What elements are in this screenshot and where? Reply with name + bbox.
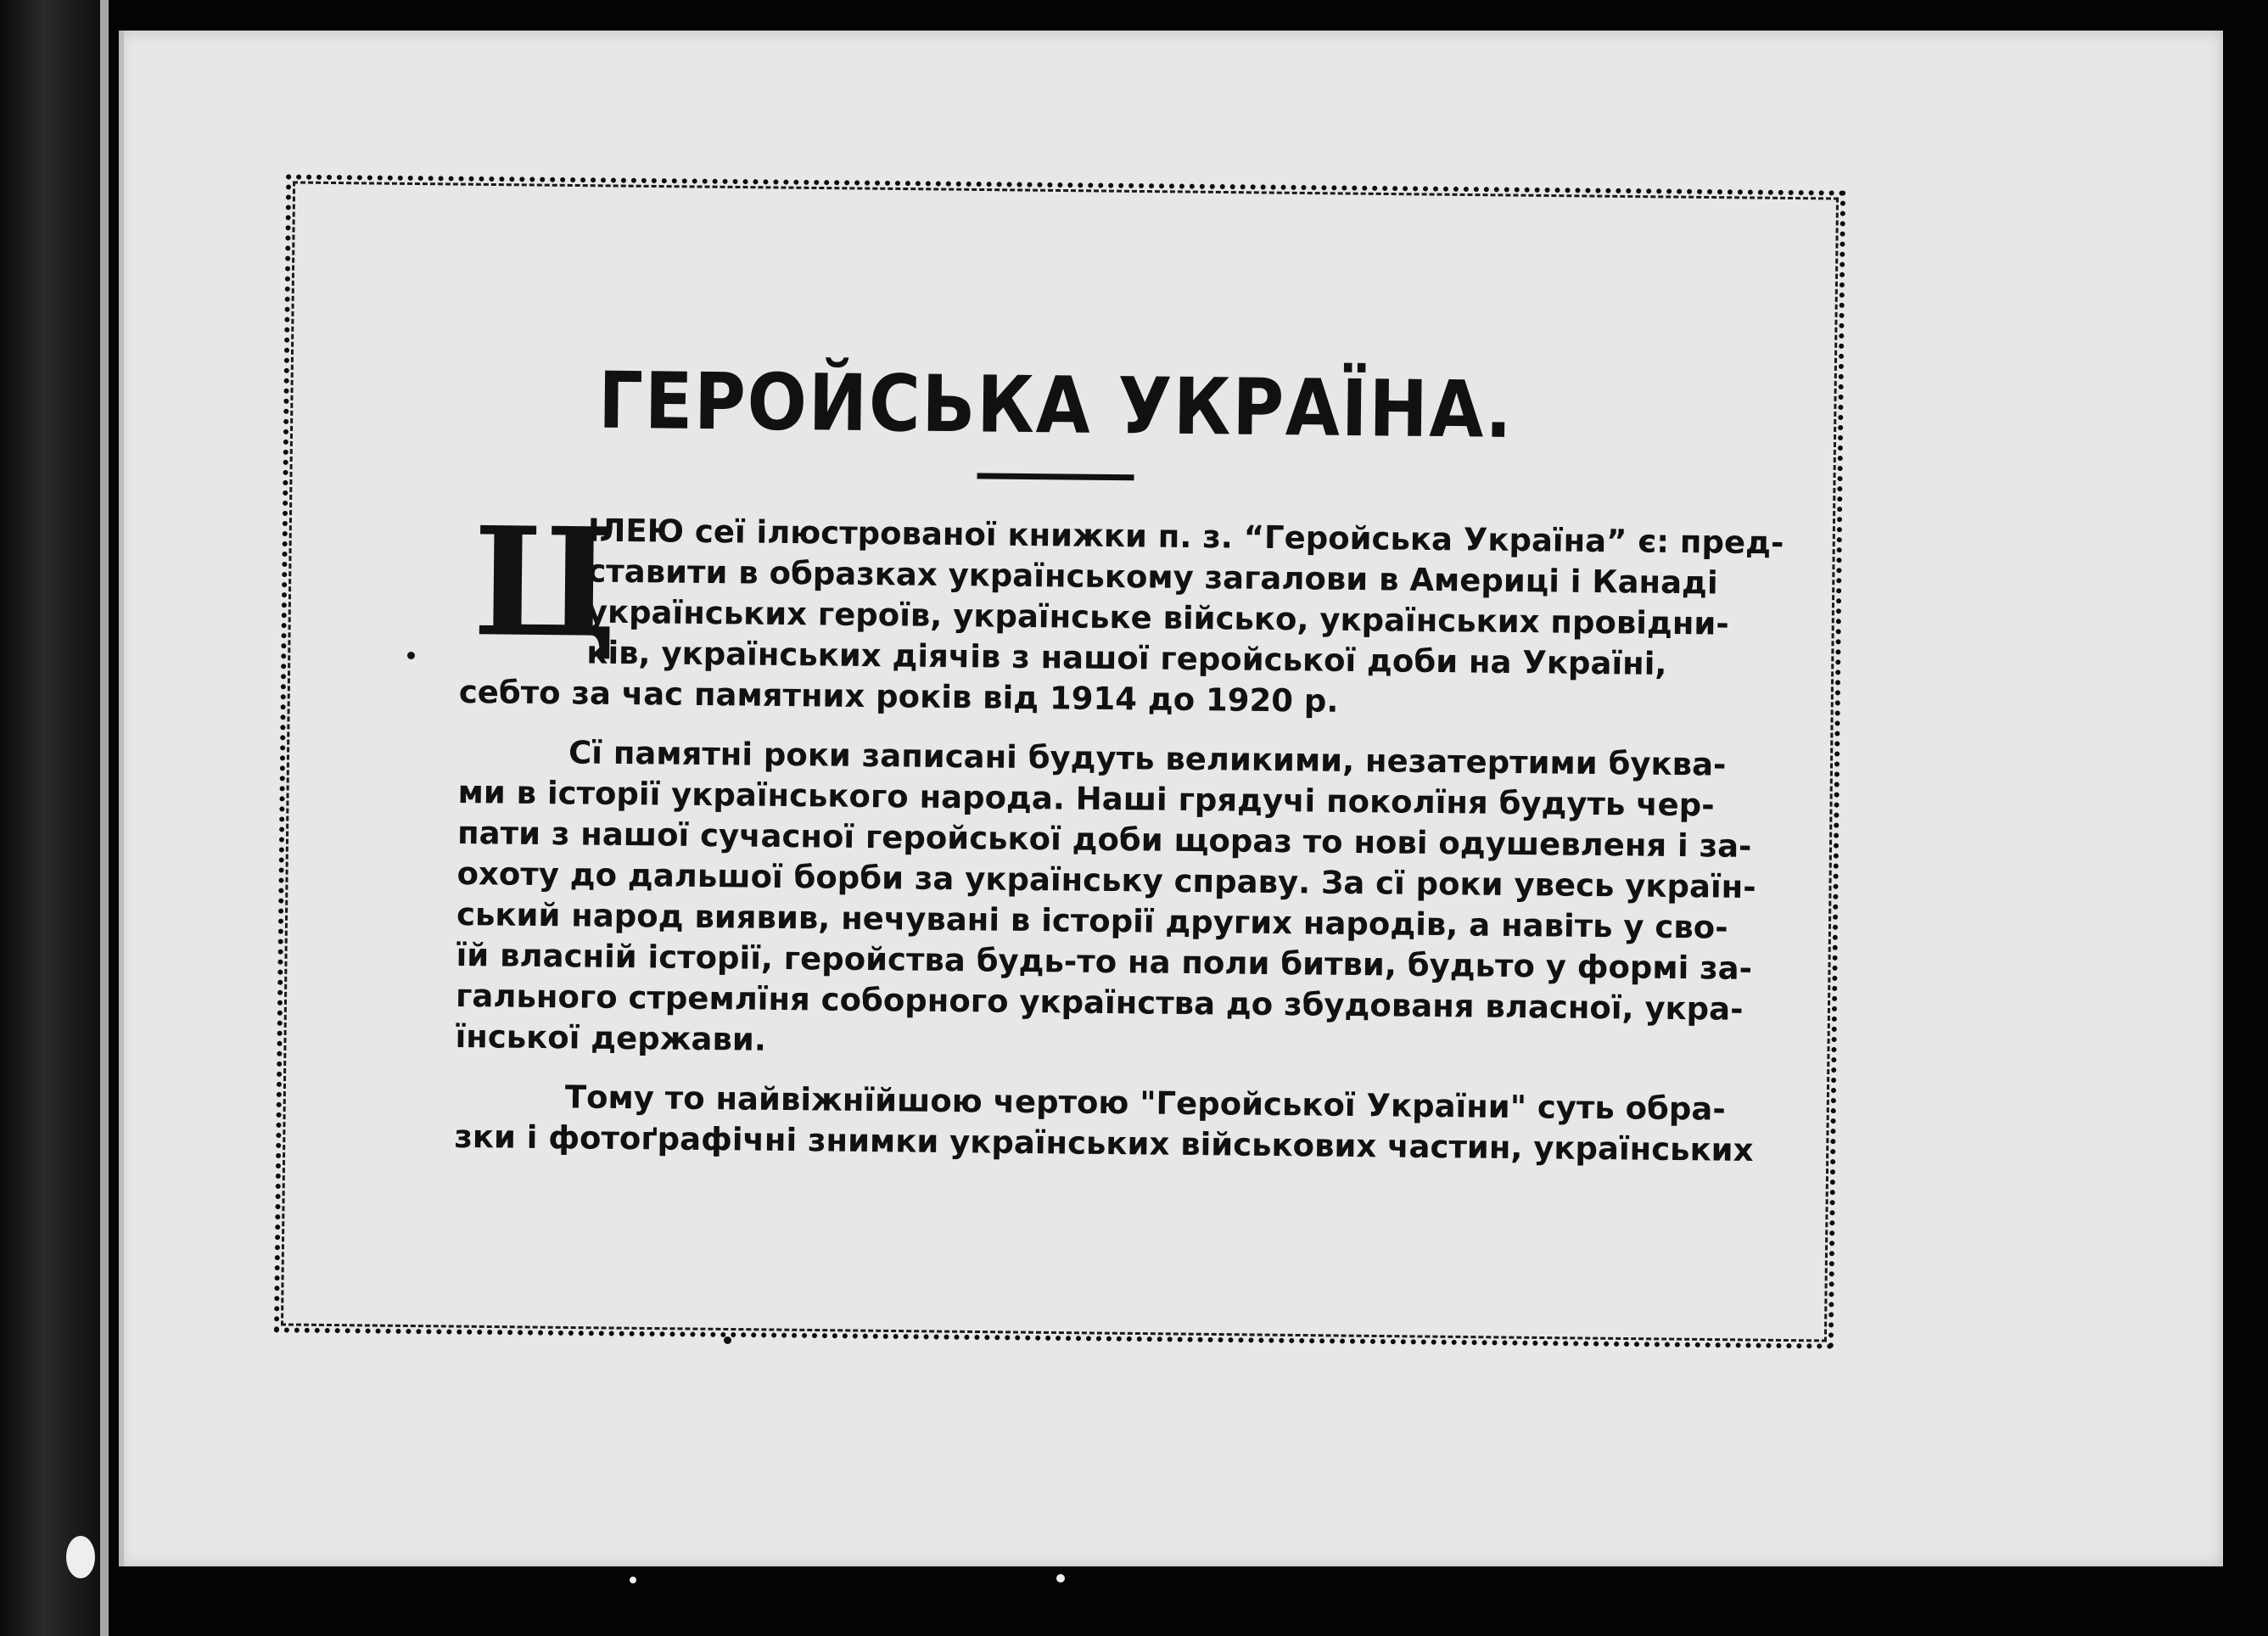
- scan-artifact: [630, 1577, 636, 1583]
- paragraph-line: ми в історії українського народа. Наші грядучі поколїня будуть чер-: [457, 774, 1715, 824]
- page-content: [454, 355, 1784, 1170]
- paragraph-line: зки і фотоґрафічні знимки українських військових частин, українських: [454, 1118, 1754, 1169]
- paragraph-line: їй власній історії, геройства будь-то на поли битви, будьто у формі за-: [456, 937, 1753, 988]
- paragraph-line: ків, українських діячів з нашої геройської доби на Україні,: [586, 634, 1667, 683]
- title-underline: [977, 473, 1134, 481]
- paragraph-line: гального стремлїня соборного українства до збудованя власної, укра-: [455, 978, 1744, 1028]
- paragraph-line: охоту до дальшої борби за українську справу. За сї роки увесь україн-: [456, 855, 1756, 906]
- paragraph-line: ІЛЕЮ сеї ілюстрованої книжки п. з. “Геройська Україна” є: пред-: [587, 512, 1784, 562]
- paragraph-line: українських героїв, українське військо, українських провідни-: [586, 593, 1729, 642]
- paragraph-line: ставити в образках українському загалови в Америці і Канаді: [587, 552, 1718, 602]
- paragraph-line: Тому то найвіжнїйшою чертою "Геройської України" суть обра-: [564, 1079, 1726, 1128]
- facing-page-edge: [100, 0, 109, 1636]
- paragraph-line: пати з нашої сучасної геройської доби щораз то нові одушевленя і за-: [456, 815, 1752, 866]
- scan-artifact: [1056, 1574, 1065, 1583]
- page-fold: [119, 31, 124, 1566]
- paragraph-3: [454, 1076, 1754, 1170]
- paragraph-line: їнської держави.: [455, 1018, 767, 1058]
- drop-cap: Ц: [472, 494, 613, 672]
- ink-speck: [724, 1336, 731, 1344]
- ink-speck: [407, 652, 415, 659]
- paragraph-2: [455, 731, 1756, 1070]
- facing-page: [0, 0, 109, 1636]
- paragraph-line: Сї памятні роки записані будуть великими, незатертими буква-: [568, 734, 1727, 783]
- paragraph-line: себто за час памятних років від 1914 до 1920 р.: [458, 674, 1339, 720]
- paragraph-line: ський народ виявив, нечувані в історії других народів, а навіть у сво-: [456, 896, 1728, 946]
- page-title: ГЕРОЙСЬКА УКРАЇНА.: [597, 355, 1515, 456]
- paragraph-1: [458, 494, 1784, 726]
- scan-artifact: [66, 1536, 95, 1578]
